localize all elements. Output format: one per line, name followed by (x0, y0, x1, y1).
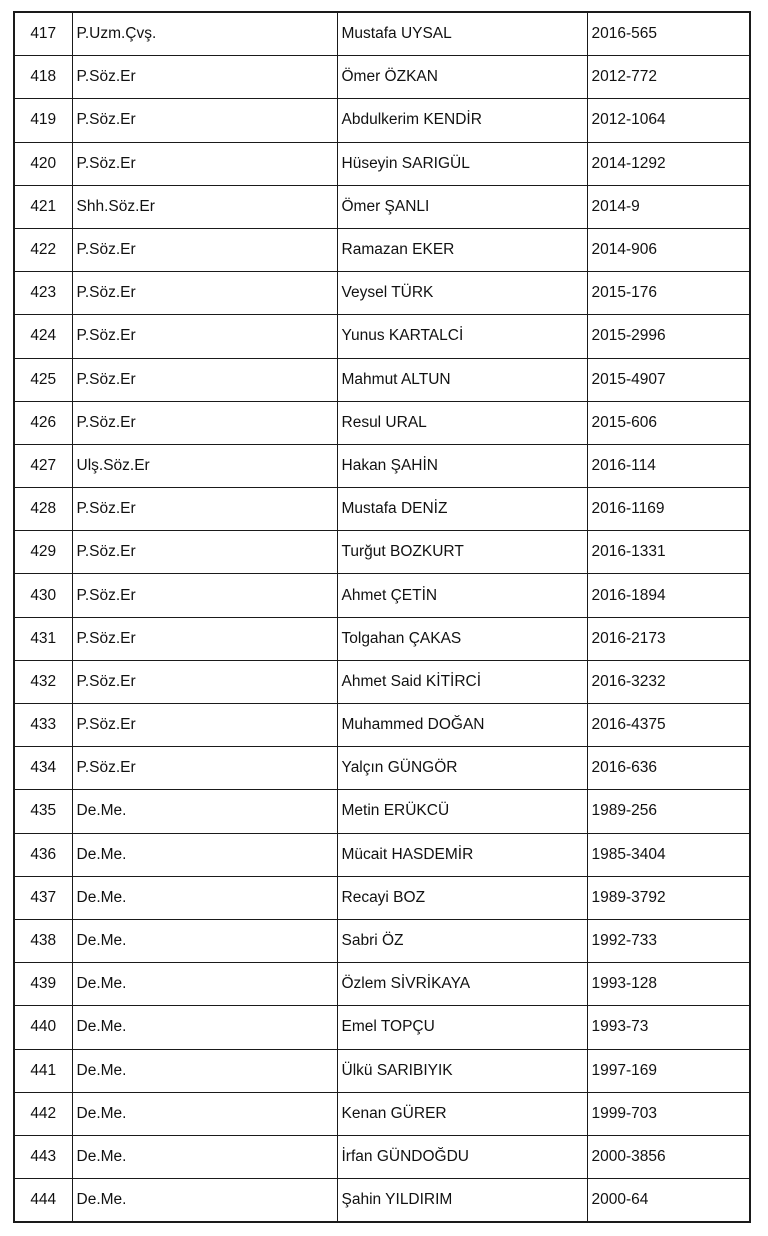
name-cell: Recayi BOZ (337, 876, 587, 919)
table-row (15, 574, 749, 617)
table-row (15, 531, 749, 574)
row-number: 432 (15, 660, 72, 703)
row-number: 426 (15, 401, 72, 444)
row-number: 420 (15, 142, 72, 185)
rank-cell: P.Söz.Er (72, 747, 337, 790)
table-row (15, 704, 749, 747)
name-cell: Hüseyin SARIGÜL (337, 142, 587, 185)
registry-number-cell: 2016-4375 (587, 704, 749, 747)
row-number: 437 (15, 876, 72, 919)
registry-number-cell: 2015-176 (587, 272, 749, 315)
table-row (15, 660, 749, 703)
table-row (15, 1179, 749, 1222)
row-number: 419 (15, 99, 72, 142)
name-cell: Mustafa DENİZ (337, 488, 587, 531)
row-number: 440 (15, 1006, 72, 1049)
name-cell: Yalçın GÜNGÖR (337, 747, 587, 790)
row-number: 431 (15, 617, 72, 660)
rank-cell: De.Me. (72, 1092, 337, 1135)
rank-cell: P.Söz.Er (72, 574, 337, 617)
rank-cell: De.Me. (72, 1179, 337, 1222)
rank-cell: P.Söz.Er (72, 704, 337, 747)
table-row (15, 963, 749, 1006)
table-row (15, 617, 749, 660)
row-number: 438 (15, 919, 72, 962)
rank-cell: P.Söz.Er (72, 142, 337, 185)
registry-number-cell: 1993-128 (587, 963, 749, 1006)
row-number: 442 (15, 1092, 72, 1135)
table-row (15, 444, 749, 487)
table-row (15, 833, 749, 876)
table-row (15, 1092, 749, 1135)
registry-number-cell: 2015-606 (587, 401, 749, 444)
rank-cell: P.Uzm.Çvş. (72, 13, 337, 56)
registry-number-cell: 2016-114 (587, 444, 749, 487)
rank-cell: De.Me. (72, 1049, 337, 1092)
registry-number-cell: 2000-3856 (587, 1135, 749, 1178)
name-cell: Ömer ŞANLI (337, 185, 587, 228)
table-row (15, 272, 749, 315)
registry-number-cell: 2000-64 (591, 1191, 649, 1209)
name-cell: Resul URAL (337, 401, 587, 444)
table-row (15, 228, 749, 271)
name-cell: Mahmut ALTUN (337, 358, 587, 401)
table-row (15, 56, 749, 99)
rank-cell: P.Söz.Er (72, 660, 337, 703)
personnel-table (15, 13, 749, 1221)
rank-cell: P.Söz.Er (72, 272, 337, 315)
registry-number-cell: 2012-772 (587, 56, 749, 99)
table-row (15, 876, 749, 919)
registry-number-cell: 1997-169 (587, 1049, 749, 1092)
rank-cell: De.Me. (72, 963, 337, 1006)
name-cell: Veysel TÜRK (337, 272, 587, 315)
table-row (15, 488, 749, 531)
row-number: 441 (15, 1049, 72, 1092)
table-row (15, 1135, 749, 1178)
row-number: 430 (15, 574, 72, 617)
row-number: 429 (15, 531, 72, 574)
registry-number-cell: 1985-3404 (587, 833, 749, 876)
name-cell: Mustafa UYSAL (337, 13, 587, 56)
name-cell: Abdulkerim KENDİR (337, 99, 587, 142)
row-number: 423 (15, 272, 72, 315)
name-cell: Yunus KARTALCİ (337, 315, 587, 358)
row-number: 428 (15, 488, 72, 531)
name-cell: Ramazan EKER (337, 228, 587, 271)
registry-number-cell: 2016-1894 (587, 574, 749, 617)
table-row (15, 142, 749, 185)
rank-cell: P.Söz.Er (72, 358, 337, 401)
row-number: 435 (15, 790, 72, 833)
name-cell: Şahin YILDIRIM (337, 1179, 587, 1222)
table-row (15, 1049, 749, 1092)
name-cell: Kenan GÜRER (337, 1092, 587, 1135)
rank-cell: P.Söz.Er (72, 56, 337, 99)
row-number: 418 (15, 56, 72, 99)
name-cell: Özlem SİVRİKAYA (337, 963, 587, 1006)
table-body (15, 13, 749, 1221)
table-row (15, 747, 749, 790)
rank-cell: P.Söz.Er (72, 617, 337, 660)
table-row (15, 358, 749, 401)
personnel-list (13, 11, 751, 1223)
table-row (15, 99, 749, 142)
name-cell: İrfan GÜNDOĞDU (337, 1135, 587, 1178)
rank-cell: P.Söz.Er (72, 401, 337, 444)
registry-number-cell: 2014-9 (587, 185, 749, 228)
row-number: 427 (15, 444, 72, 487)
rank-cell: P.Söz.Er (72, 488, 337, 531)
table-row (15, 790, 749, 833)
table-row (15, 1006, 749, 1049)
table-row (15, 315, 749, 358)
rank-cell: P.Söz.Er (72, 99, 337, 142)
table-row (15, 401, 749, 444)
registry-number-cell: 1989-256 (587, 790, 749, 833)
rank-cell: P.Söz.Er (72, 315, 337, 358)
rank-cell: De.Me. (72, 919, 337, 962)
row-number: 422 (15, 228, 72, 271)
name-cell: Tolgahan ÇAKAS (337, 617, 587, 660)
registry-number-cell: 2016-2173 (587, 617, 749, 660)
name-cell: Ülkü SARIBIYIK (337, 1049, 587, 1092)
registry-number-cell: 2016-565 (587, 13, 749, 56)
registry-number-cell: 1993-73 (587, 1006, 749, 1049)
row-number: 444 (15, 1179, 72, 1222)
name-cell: Hakan ŞAHİN (337, 444, 587, 487)
table-row (15, 919, 749, 962)
registry-number-cell: 2014-906 (587, 228, 749, 271)
rank-cell: De.Me. (72, 1006, 337, 1049)
table-row (15, 13, 749, 56)
row-number: 434 (15, 747, 72, 790)
name-cell: Mücait HASDEMİR (337, 833, 587, 876)
row-number: 421 (15, 185, 72, 228)
rank-cell: De.Me. (72, 1135, 337, 1178)
registry-number-cell: 2015-2996 (587, 315, 749, 358)
name-cell: Ahmet Said KİTİRCİ (337, 660, 587, 703)
row-number: 443 (15, 1135, 72, 1178)
rank-cell: De.Me. (72, 833, 337, 876)
name-cell: Ahmet ÇETİN (337, 574, 587, 617)
rank-cell: De.Me. (72, 876, 337, 919)
row-number: 425 (15, 358, 72, 401)
name-cell: Turğut BOZKURT (337, 531, 587, 574)
rank-cell: De.Me. (72, 790, 337, 833)
name-cell: Sabri ÖZ (337, 919, 587, 962)
row-number: 433 (15, 704, 72, 747)
registry-number-cell: 2016-636 (587, 747, 749, 790)
registry-number-cell: 2014-1292 (587, 142, 749, 185)
name-cell: Ömer ÖZKAN (337, 56, 587, 99)
row-number: 436 (15, 833, 72, 876)
name-cell: Emel TOPÇU (337, 1006, 587, 1049)
registry-number-cell: 2016-1331 (587, 531, 749, 574)
row-number: 439 (15, 963, 72, 1006)
registry-number-cell: 1989-3792 (587, 876, 749, 919)
rank-cell: P.Söz.Er (72, 228, 337, 271)
registry-number-cell: 1992-733 (587, 919, 749, 962)
rank-cell: Shh.Söz.Er (72, 185, 337, 228)
registry-number-cell: 2016-1169 (587, 488, 749, 531)
table-row (15, 185, 749, 228)
rank-cell: Ulş.Söz.Er (72, 444, 337, 487)
rank-cell: P.Söz.Er (72, 531, 337, 574)
name-cell: Muhammed DOĞAN (337, 704, 587, 747)
row-number: 417 (15, 13, 72, 56)
registry-number-cell: 1999-703 (587, 1092, 749, 1135)
registry-number-cell: 2016-3232 (587, 660, 749, 703)
registry-number-cell: 2012-1064 (587, 99, 749, 142)
row-number: 424 (15, 315, 72, 358)
registry-number-cell: 2015-4907 (587, 358, 749, 401)
name-cell: Metin ERÜKCÜ (337, 790, 587, 833)
